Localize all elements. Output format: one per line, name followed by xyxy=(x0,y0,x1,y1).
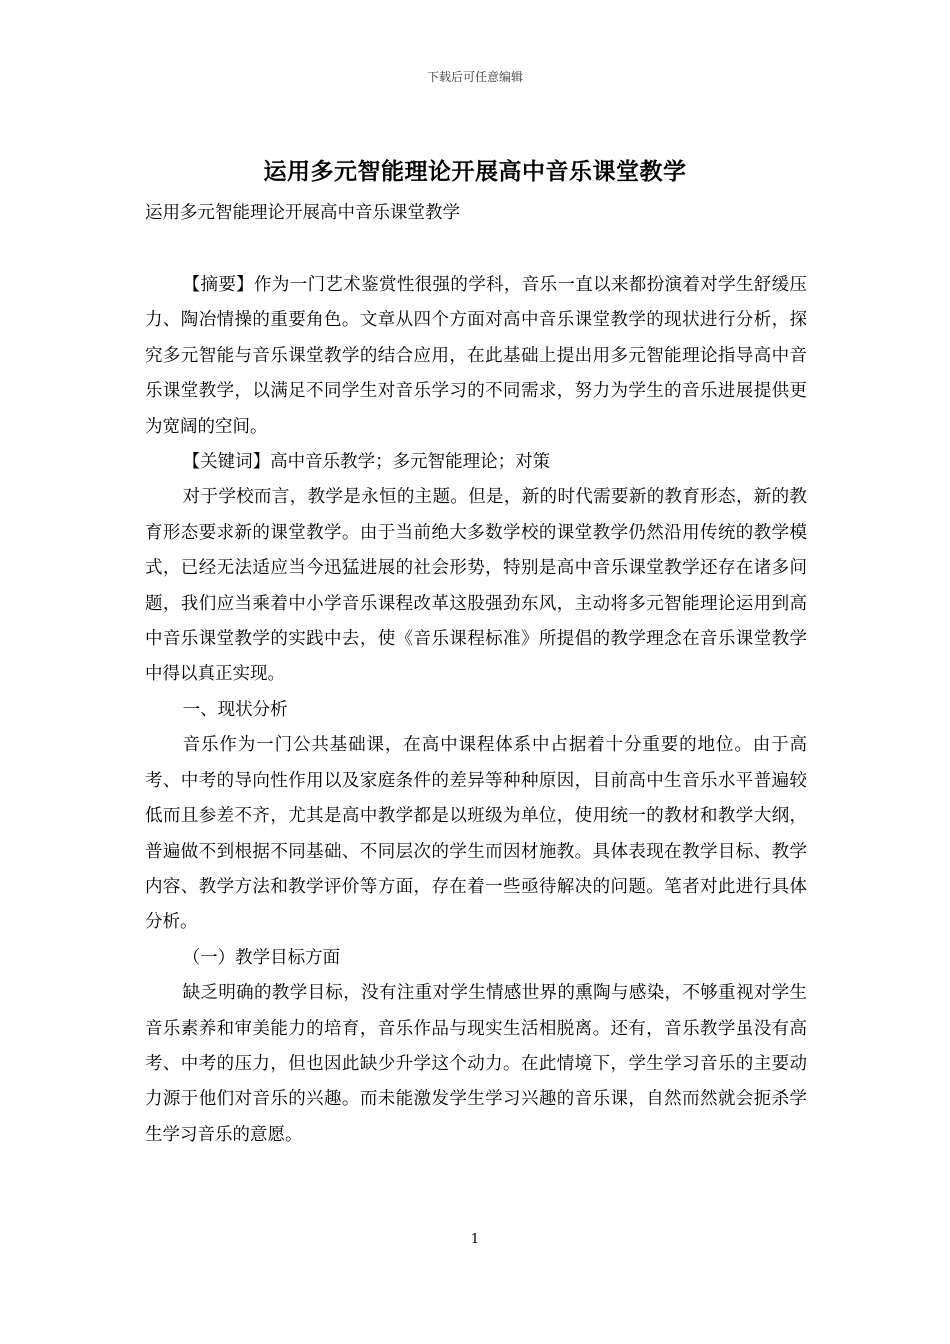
section-heading: 一、现状分析 xyxy=(182,699,288,720)
document-body xyxy=(145,268,807,1153)
abstract-paragraph: 【摘要】作为一门艺术鉴赏性很强的学科，音乐一直以来都扮演着对学生舒缓压力、陶冶情操的重要角色。文章从四个方面对高中音乐课堂教学的现状进行分析，探究多元智能与音乐课堂教学的结合应用，在此基础上提出用多元智能理论指导高中音乐课堂教学，以满足不同学生对音乐学习的不同需求，努力为学生的音乐进展提供更为宽阔的空间。 xyxy=(145,275,807,437)
subsection-heading: （一）教学目标方面 xyxy=(182,947,341,968)
document-subtitle: 运用多元智能理论开展高中音乐课堂教学 xyxy=(145,203,460,223)
intro-paragraph: 对于学校而言，教学是永恒的主题。但是，新的时代需要新的教育形态，新的教育形态要求新的课堂教学。由于当前绝大多数学校的课堂教学仍然沿用传统的教学模式，已经无法适应当今迅猛进展的社会形势，特别是高中音乐课堂教学还存在诸多问题，我们应当乘着中小学音乐课程改革这股强劲东风，主动将多元智能理论运用到高中音乐课堂教学的实践中去，使《音乐课程标准》所提倡的教学理念在音乐课堂教学中得以真正实现。 xyxy=(145,487,807,685)
page-number: 1 xyxy=(470,1232,480,1247)
page-header-note: 下载后可任意编辑 xyxy=(426,70,523,84)
body-paragraph: 音乐作为一门公共基础课，在高中课程体系中占据着十分重要的地位。由于高考、中考的导向性作用以及家庭条件的差异等种种原因，目前高中生音乐水平普遍较低而且参差不齐，尤其是高中教学都是以班级为单位，使用统一的教材和教学大纲，普遍做不到根据不同基础、不同层次的学生而因材施教。具体表现在教学目标、教学内容、教学方法和教学评价等方面，存在着一些亟待解决的问题。笔者对此进行具体分析。 xyxy=(145,735,807,933)
keywords-paragraph: 【关键词】高中音乐教学；多元智能理论；对策 xyxy=(182,452,551,473)
body-paragraph: 缺乏明确的教学目标，没有注重对学生情感世界的熏陶与感染，不够重视对学生音乐素养和审美能力的培育，音乐作品与现实生活相脱离。还有，音乐教学虽没有高考、中考的压力，但也因此缺少升学这个动力。在此情境下，学生学习音乐的主要动力源于他们对音乐的兴趣。而未能激发学生学习兴趣的音乐课，自然而然就会扼杀学生学习音乐的意愿。 xyxy=(145,983,807,1145)
document-title: 运用多元智能理论开展高中音乐课堂教学 xyxy=(263,158,687,185)
